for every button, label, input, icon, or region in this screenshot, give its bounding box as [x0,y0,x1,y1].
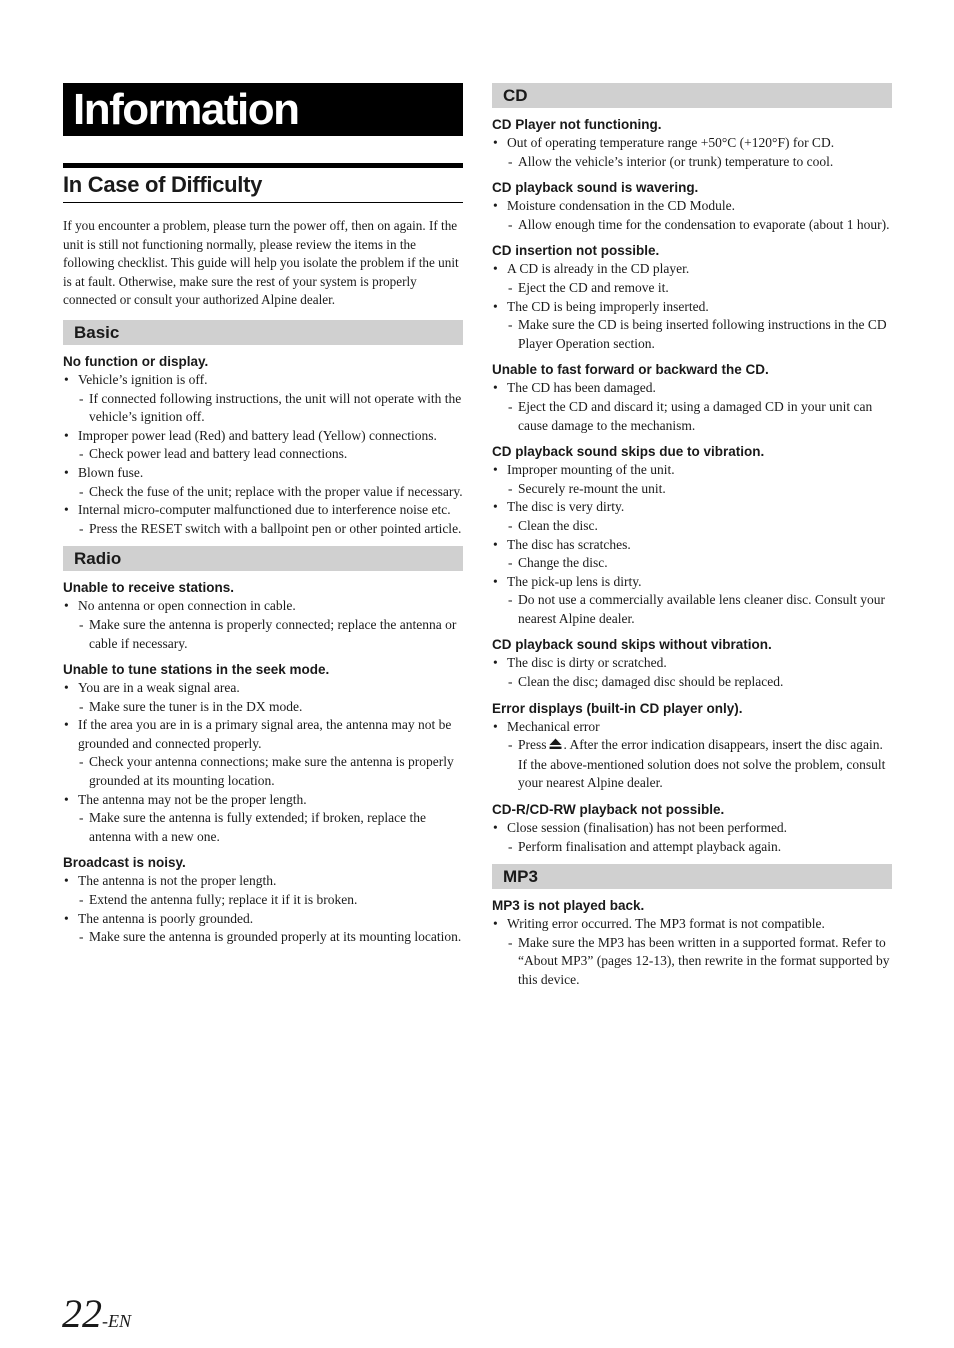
page-suffix: -EN [102,1311,131,1331]
issue-title: CD-R/CD-RW playback not possible. [492,802,725,818]
remedy-item: - Allow the vehicle’s interior (or trunk) temperature to cool. [492,153,892,172]
remedy-item: - Clean the disc; damaged disc should be replaced. [492,673,892,692]
mp3-section [492,864,892,989]
cause-item: • The disc is very dirty. [492,498,892,517]
issue-lines [492,197,892,234]
remedy-item: - Make sure the antenna is fully extended; if broken, replace the antenna with a new one. [63,809,463,846]
cause-item: • Mechanical error [492,718,892,737]
cause-item: • A CD is already in the CD player. [492,260,892,279]
basic-heading: Basic [63,320,463,345]
basic-section [63,320,463,538]
issue-lines [492,461,892,628]
page-footer [62,1290,131,1337]
cause-item: • You are in a weak signal area. [63,679,463,698]
radio-issues [63,579,463,947]
remedy-text-after: . After the error indication disappears, insert the disc again. If the above-mentioned solution does not solve the problem, consult your nearest Alpine dealer. [518,737,886,791]
issue-lines [63,597,463,653]
issue-title: No function or display. [63,353,209,369]
remedy-item: - If connected following instructions, the unit will not operate with the vehicle’s ignition off. [63,390,463,427]
issue-lines [492,718,892,793]
remedy-text: Press [518,737,547,753]
issue-title: Broadcast is noisy. [63,855,186,871]
cd-issues [492,116,892,856]
cause-item: • Writing error occurred. The MP3 format is not compatible. [492,915,892,934]
cause-item: • Close session (finalisation) has not been performed. [492,819,892,838]
radio-section [63,546,463,947]
cause-item: • The disc is dirty or scratched. [492,654,892,673]
cause-item: • The pick-up lens is dirty. [492,573,892,592]
mp3-heading: MP3 [492,864,892,889]
issue-lines [492,260,892,353]
issue-lines [492,654,892,691]
issue-title: CD playback sound skips due to vibration. [492,444,765,460]
cd-heading: CD [492,83,892,108]
cd-section [492,83,892,856]
issue-title: Unable to tune stations in the seek mode. [63,662,330,678]
remedy-item: - Eject the CD and remove it. [492,279,892,298]
issue-lines [63,872,463,946]
issue-lines [492,915,892,989]
issue-lines [63,679,463,846]
issue-title: Error displays (built-in CD player only). [492,700,743,716]
issue-title: CD playback sound is wavering. [492,180,699,196]
issue-lines [492,819,892,856]
cause-item: • The disc has scratches. [492,536,892,555]
cause-item: • The antenna may not be the proper length. [63,791,463,810]
cause-item: • Improper mounting of the unit. [492,461,892,480]
cause-item: • The CD has been damaged. [492,379,892,398]
remedy-item: - Make sure the CD is being inserted following instructions in the CD Player Operation section. [492,316,892,353]
radio-heading: Radio [63,546,463,571]
remedy-item: - Allow enough time for the condensation to evaporate (about 1 hour). [492,216,892,235]
section-title: In Case of Difficulty [63,163,463,203]
cause-item: • The CD is being improperly inserted. [492,298,892,317]
issue-title: CD Player not functioning. [492,117,662,132]
issue-lines [63,371,463,538]
remedy-item: - Make sure the tuner is in the DX mode. [63,698,463,717]
left-column [63,83,463,947]
remedy-item: - Make sure the antenna is properly connected; replace the antenna or cable if necessary. [63,616,463,653]
cause-item: • If the area you are in is a primary signal area, the antenna may not be grounded and connected properly. [63,716,463,753]
right-column [492,83,892,990]
basic-issues [63,353,463,538]
issue-title: Unable to fast forward or backward the CD. [492,362,769,378]
remedy-item: - Check power lead and battery lead connections. [63,445,463,464]
cause-item: • Vehicle’s ignition is off. [63,371,463,390]
cause-item: • Improper power lead (Red) and battery lead (Yellow) connections. [63,427,463,446]
remedy-item [492,736,892,793]
cause-item: • Moisture condensation in the CD Module. [492,197,892,216]
page-number: 22 [62,1291,102,1336]
cause-item: • Blown fuse. [63,464,463,483]
remedy-item: - Check your antenna connections; make sure the antenna is properly grounded at its mounting location. [63,753,463,790]
cause-item: • No antenna or open connection in cable. [63,597,463,616]
remedy-item: - Eject the CD and discard it; using a damaged CD in your unit can cause damage to the mechanism. [492,398,892,435]
remedy-item: - Do not use a commercially available lens cleaner disc. Consult your nearest Alpine dealer. [492,591,892,628]
issue-title: CD playback sound skips without vibration. [492,637,772,653]
issue-lines [492,134,892,171]
cause-item: • The antenna is not the proper length. [63,872,463,891]
cause-item: • Out of operating temperature range +50°C (+120°F) for CD. [492,134,892,153]
remedy-item: - Extend the antenna fully; replace it if it is broken. [63,891,463,910]
remedy-item: - Press the RESET switch with a ballpoint pen or other pointed article. [63,520,463,539]
issue-title: CD insertion not possible. [492,243,660,259]
issue-title: Unable to receive stations. [63,580,235,596]
remedy-item: - Check the fuse of the unit; replace with the proper value if necessary. [63,483,463,502]
page-title: Information [63,83,463,136]
remedy-item: - Securely re-mount the unit. [492,480,892,499]
cause-item: • Internal micro-computer malfunctioned due to interference noise etc. [63,501,463,520]
remedy-item: - Make sure the antenna is grounded properly at its mounting location. [63,928,463,947]
issue-title: MP3 is not played back. [492,898,645,914]
cause-item: • The antenna is poorly grounded. [63,910,463,929]
remedy-item: - Perform finalisation and attempt playback again. [492,838,892,857]
remedy-item: - Change the disc. [492,554,892,573]
eject-icon [549,737,562,756]
remedy-item: - Clean the disc. [492,517,892,536]
intro-paragraph: If you encounter a problem, please turn the power off, then on again. If the unit is still not functioning normally, please review the items in the following checklist. This guide will help you isolate the problem if the unit is at fault. Otherwise, make sure the rest of your system is properly connected or consult your authorized Alpine dealer. [63,218,459,308]
issue-lines [492,379,892,435]
mp3-issues [492,897,892,989]
remedy-item: - Make sure the MP3 has been written in a supported format. Refer to “About MP3” (pages 12-13), then rewrite in the format supported by this device. [492,934,892,990]
